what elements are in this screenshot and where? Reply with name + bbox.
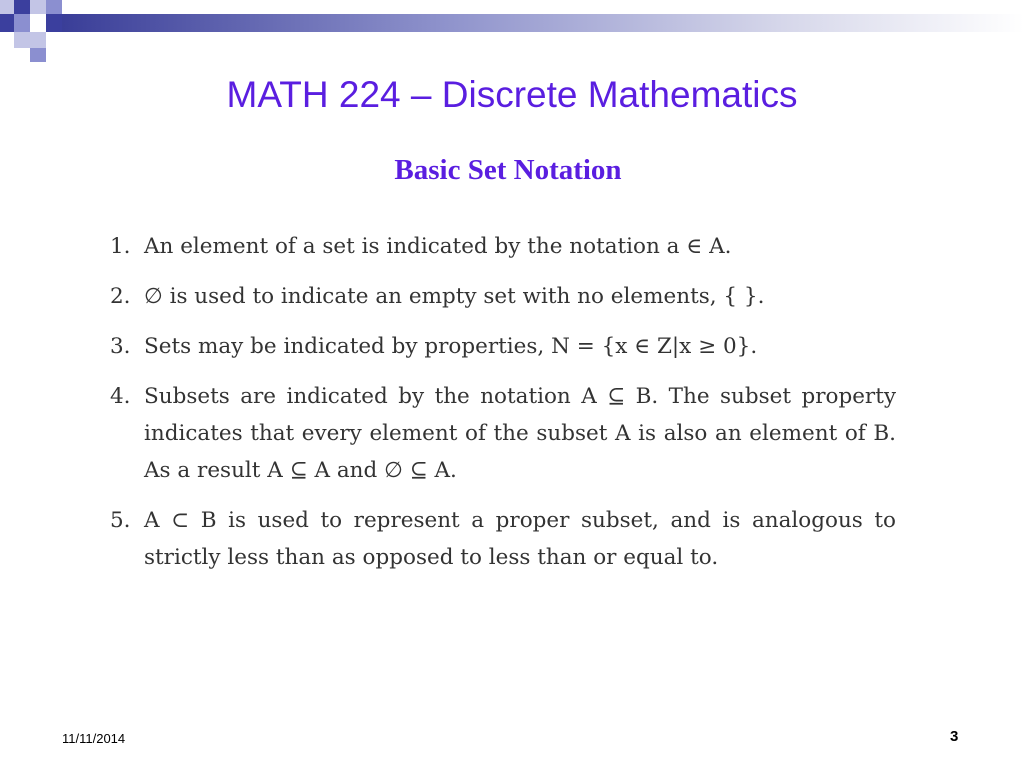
- notation-list: [110, 228, 896, 589]
- slide-subtitle: Basic Set Notation: [394, 154, 622, 186]
- deco-square: [30, 32, 46, 48]
- deco-square: [0, 0, 14, 14]
- list-item: [110, 328, 896, 365]
- deco-square: [46, 0, 62, 14]
- item-number: 4.: [110, 384, 131, 409]
- deco-square: [46, 14, 62, 32]
- item-number: 2.: [110, 284, 131, 309]
- item-text: ∅ is used to indicate an empty set with no elements, { }.: [144, 284, 765, 309]
- header-decoration: [0, 0, 1024, 70]
- deco-square: [30, 48, 46, 62]
- list-item: [110, 228, 896, 265]
- list-item: [110, 378, 896, 489]
- page-number: 3: [950, 728, 959, 745]
- item-text: An element of a set is indicated by the notation a ∈ A.: [144, 234, 732, 259]
- item-text: Subsets are indicated by the notation A ⊆ B. The subset property indicates that every element of the subset A is also an element of B. As a result A ⊆ A and ∅ ⊆ A.: [144, 384, 896, 483]
- item-text: Sets may be indicated by properties, N = {x ∈ Z|x ≥ 0}.: [144, 334, 758, 359]
- item-number: 3.: [110, 334, 131, 359]
- deco-square: [0, 14, 14, 32]
- item-text: A ⊂ B is used to represent a proper subset, and is analogous to strictly less than as opposed to less than or equal to.: [144, 508, 896, 570]
- header-gradient-bar: [62, 14, 1024, 32]
- slide-title: MATH 224 – Discrete Mathematics: [226, 74, 798, 115]
- deco-square: [30, 0, 46, 14]
- item-number: 5.: [110, 508, 131, 533]
- deco-square: [14, 32, 30, 48]
- list-item: [110, 278, 896, 315]
- list-item: [110, 502, 896, 576]
- item-number: 1.: [110, 234, 131, 259]
- deco-square: [14, 14, 30, 32]
- deco-square: [14, 0, 30, 14]
- footer-date: 11/11/2014: [62, 731, 126, 746]
